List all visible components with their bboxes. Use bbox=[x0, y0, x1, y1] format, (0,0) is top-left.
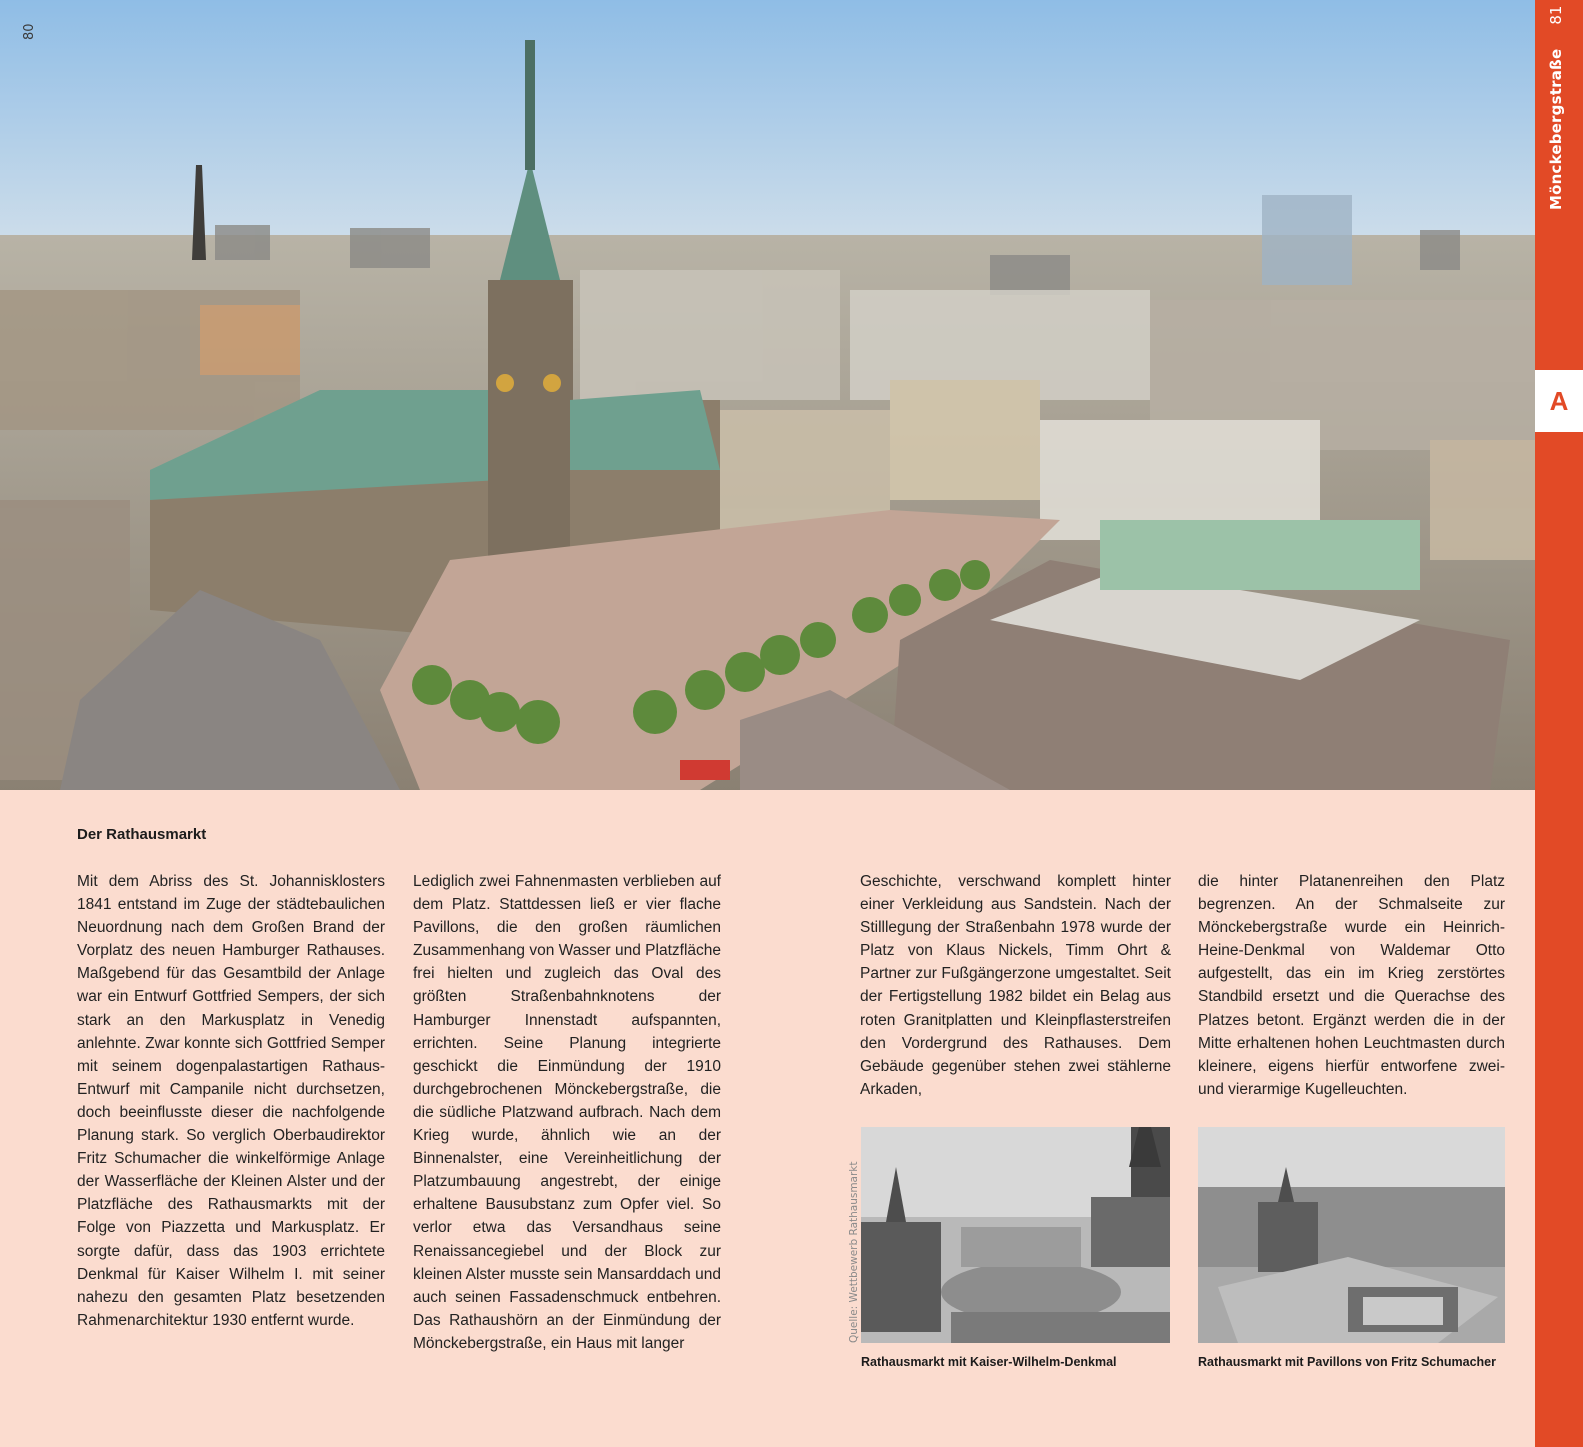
historic-photo-pavillons bbox=[1198, 1127, 1505, 1343]
text-column-1: Mit dem Abriss des St. Johannisklosters 1841 entstand im Zuge der städtebaulichen Neuordnung nach dem Großen Brand der Vorplatz des neuen Hamburger Rathauses. Maßgebend für das Gesamtbild der Anlage war ein Entwurf Gottfried Sempers, der sich stark an den Markusplatz in Venedig anlehnte. Zwar konnte sich Gottfried Semper mit seinem dogenpalastartigen Rathaus-Entwurf mit Campanile nicht durchsetzen, doch beeinflusste dieser die nachfolgende Planung stark. So verglich Oberbaudirektor Fritz Schumacher die winkelförmige Anlage der Wasserfläche der Kleinen Alster und der Platzfläche des Rathausmarkts mit der Folge von Piazzetta und Markusplatz. Er sorgte dafür, dass das 1903 errichtete Denkmal für Kaiser Wilhelm I. mit seiner nahezu den gesamten Platz besetzenden Rahmenarchitektur 1930 entfernt wurde. bbox=[77, 873, 385, 1329]
page-number-right: 81 bbox=[1547, 5, 1565, 25]
photo-source-note: Quelle: Wettbewerb Rathausmarkt bbox=[848, 1161, 860, 1343]
chapter-letter-box bbox=[1535, 370, 1583, 432]
historic-photo-kaiser-wilhelm bbox=[861, 1127, 1170, 1343]
text-column-3: Geschichte, verschwand komplett hinter einer Verkleidung aus Sandstein. Nach der Stilllegung der Straßenbahn 1978 wurde der Platz von Klaus Nickels, Timm Ohrt & Partner zur Fußgängerzone umgestaltet. Seit der Fertigstellung 1982 bildet ein Belag aus roten Granitplatten und Kleinpflasterstreifen den Vordergrund des Rathauses. Dem Gebäude gegenüber stehen zwei stählerne Arkaden, bbox=[860, 873, 1171, 1098]
chapter-title: Mönckebergstraße bbox=[1547, 48, 1565, 210]
page-number-left: 80 bbox=[22, 23, 37, 40]
photo-caption-2: Rathausmarkt mit Pavillons von Fritz Schumacher bbox=[1198, 1355, 1496, 1369]
text-column-2: Lediglich zwei Fahnenmasten verblieben auf dem Platz. Stattdessen ließ er vier flache Pavillons, die den großen räumlichen Zusammenhang von Wasser und Platzfläche frei hielten und zugleich das Oval des größten Straßenbahnknotens der Hamburger Innenstadt aufspannten, errichten. Seine Planung integrierte geschickt die Einmündung der 1910 durchgebrochenen Mönckebergstraße, die die südliche Platzwand aufbrach. Nach dem Krieg wurde, ähnlich wie an der Binnenalster, eine Vereinheitlichung der Platzumbauung angestrebt, der einige erhaltene Bausubstanz zum Opfer viel. So verlor etwa das Versandhaus seine Renaissancegiebel und der Block zur kleinen Alster musste sein Mansarddach und auch seinen Fassadenschmuck entbehren. Das Rathaushörn an der Einmündung der Mönckebergstraße, ein Haus mit langer bbox=[413, 873, 721, 1352]
chapter-tab-text bbox=[1547, 0, 1565, 210]
historic-photo-1-illustration bbox=[861, 1127, 1170, 1343]
text-column-4: die hinter Platanenreihen den Platz begrenzen. An der Schmalseite zur Mönckebergstraße wurde ein Heinrich-Heine-Denkmal von Waldemar Otto aufgestellt, das ein im Krieg zerstörtes Standbild ersetzt und die Querachse des Platzes betont. Ergänzt werden die in der Mitte erhaltenen hohen Leuchtmasten durch kleinere, eigens hierfür entworfene zwei- und vierarmige Kugelleuchten. bbox=[1198, 873, 1505, 1098]
chapter-tab bbox=[1535, 0, 1583, 1447]
article-heading: Der Rathausmarkt bbox=[77, 826, 207, 843]
photo-caption-1: Rathausmarkt mit Kaiser-Wilhelm-Denkmal bbox=[861, 1355, 1117, 1369]
historic-photo-2-illustration bbox=[1198, 1127, 1505, 1343]
chapter-letter: A bbox=[1549, 385, 1569, 416]
